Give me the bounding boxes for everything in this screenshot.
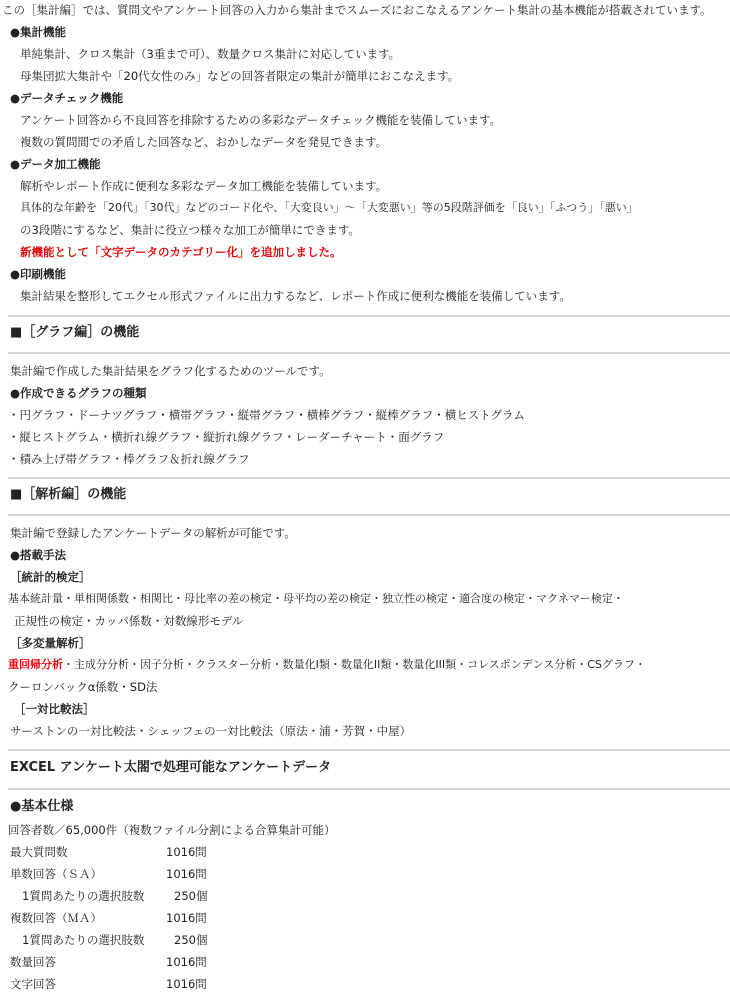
spec-value: 250個 <box>174 889 208 903</box>
multivariate-title: ［多変量解析］ <box>10 636 91 650</box>
multivariate-rest: ・主成分分析・因子分析・クラスター分析・数量化I類・数量化II類・数量化III類・コレスポンデンス分析・CSグラフ・ <box>63 658 646 671</box>
paired-comparison-title: ［一対比較法］ <box>14 702 95 716</box>
feature-line: 単純集計、クロス集計（3重まで可）、数量クロス集計に対応しています。 <box>20 47 401 61</box>
graph-intro: 集計編で作成した集計結果をグラフ化するためのツールです。 <box>10 364 331 378</box>
stat-test-line: 正規性の検定・カッパ係数・対数線形モデル <box>14 614 244 628</box>
feature-line: アンケート回答から不良回答を排除するための多彩なデータチェック機能を装備しています。 <box>20 113 502 127</box>
spec-value: 1016問 <box>166 955 207 969</box>
graph-type-list: ・積み上げ帯グラフ・棒グラフ＆折れ線グラフ <box>8 452 250 466</box>
analysis-intro: 集計編で登録したアンケートデータの解析が可能です。 <box>10 526 296 540</box>
feature-line: 複数の質問間での矛盾した回答など、おかしなデータを発見できます。 <box>20 135 388 149</box>
feature-line: 集計結果を整形してエクセル形式ファイルに出力するなど、レポート作成に便利な機能を装備しています。 <box>20 289 571 303</box>
multiple-regression-highlight: 重回帰分析 <box>8 658 63 671</box>
feature-title-data-processing: ●データ加工機能 <box>10 157 101 171</box>
multivariate-line: クーロンバックα係数・SD法 <box>8 680 158 694</box>
analysis-heading: ■［解析編］の機能 <box>10 487 127 502</box>
spec-label: 複数回答（ＭＡ） <box>10 911 102 925</box>
spec-label: 文字回答 <box>10 977 56 991</box>
spec-value: 1016問 <box>166 845 207 859</box>
spec-label: 1質問あたりの選択肢数 <box>22 889 145 903</box>
graph-heading: ■［グラフ編］の機能 <box>10 325 140 340</box>
respondents-line: 回答者数／65,000件（複数ファイル分割による合算集計可能） <box>8 823 336 837</box>
stat-test-line: 基本統計量・単相関係数・相関比・母比率の差の検定・母平均の差の検定・独立性の検定・適合度の検定・マクネマー検定・ <box>8 592 624 605</box>
section-divider <box>8 788 730 790</box>
spec-value: 1016問 <box>166 977 207 991</box>
spec-title: ●基本仕様 <box>10 799 74 814</box>
section-divider <box>8 315 730 317</box>
graph-type-list: ・縦ヒストグラム・横折れ線グラフ・縦折れ線グラフ・レーダーチャート・面グラフ <box>8 430 445 444</box>
stat-test-title: ［統計的検定］ <box>10 570 91 584</box>
feature-line: 母集団拡大集計や「20代女性のみ」などの回答者限定の集計が簡単におこなえます。 <box>20 69 460 83</box>
spec-value: 1016問 <box>166 867 207 881</box>
feature-line: の3段階にするなど、集計に役立つ様々な加工が簡単にできます。 <box>20 223 360 237</box>
feature-title-printing: ●印刷機能 <box>10 267 67 281</box>
section-divider <box>8 352 730 354</box>
excel-heading: EXCEL アンケート太閤で処理可能なアンケートデータ <box>10 760 332 775</box>
spec-label: 1質問あたりの選択肢数 <box>22 933 145 947</box>
graph-types-title: ●作成できるグラフの種類 <box>10 386 147 400</box>
new-feature-highlight: 新機能として「文字データのカテゴリー化」を追加しました。 <box>20 245 342 259</box>
paired-comparison-line: サーストンの一対比較法・シェッフェの一対比較法（原法・浦・芳賀・中屋） <box>10 724 412 738</box>
feature-line: 解析やレポート作成に便利な多彩なデータ加工機能を装備しています。 <box>20 179 388 193</box>
feature-title-aggregation: ●集計機能 <box>10 25 67 39</box>
spec-label: 単数回答（ＳＡ） <box>10 867 102 881</box>
feature-line: 具体的な年齢を「20代」「30代」などのコード化や、「大変良い」～「大変悪い」等の5段階評価を「良い」「ふつう」「悪い」 <box>20 201 638 214</box>
aggregation-intro: この［集計編］では、質問文やアンケート回答の入力から集計までスムーズにおこなえるアンケート集計の基本機能が搭載されています。 <box>2 3 712 17</box>
graph-type-list: ・円グラフ・ドーナツグラフ・横帯グラフ・縦帯グラフ・横棒グラフ・縦棒グラフ・横ヒストグラム <box>8 408 525 422</box>
feature-title-data-check: ●データチェック機能 <box>10 91 124 105</box>
spec-label: 数量回答 <box>10 955 56 969</box>
methods-title: ●搭載手法 <box>10 548 67 562</box>
section-divider <box>8 749 730 751</box>
spec-value: 250個 <box>174 933 208 947</box>
spec-value: 1016問 <box>166 911 207 925</box>
section-divider <box>8 477 730 479</box>
spec-label: 最大質問数 <box>10 845 68 859</box>
section-divider <box>8 514 730 516</box>
multivariate-line <box>8 657 646 673</box>
